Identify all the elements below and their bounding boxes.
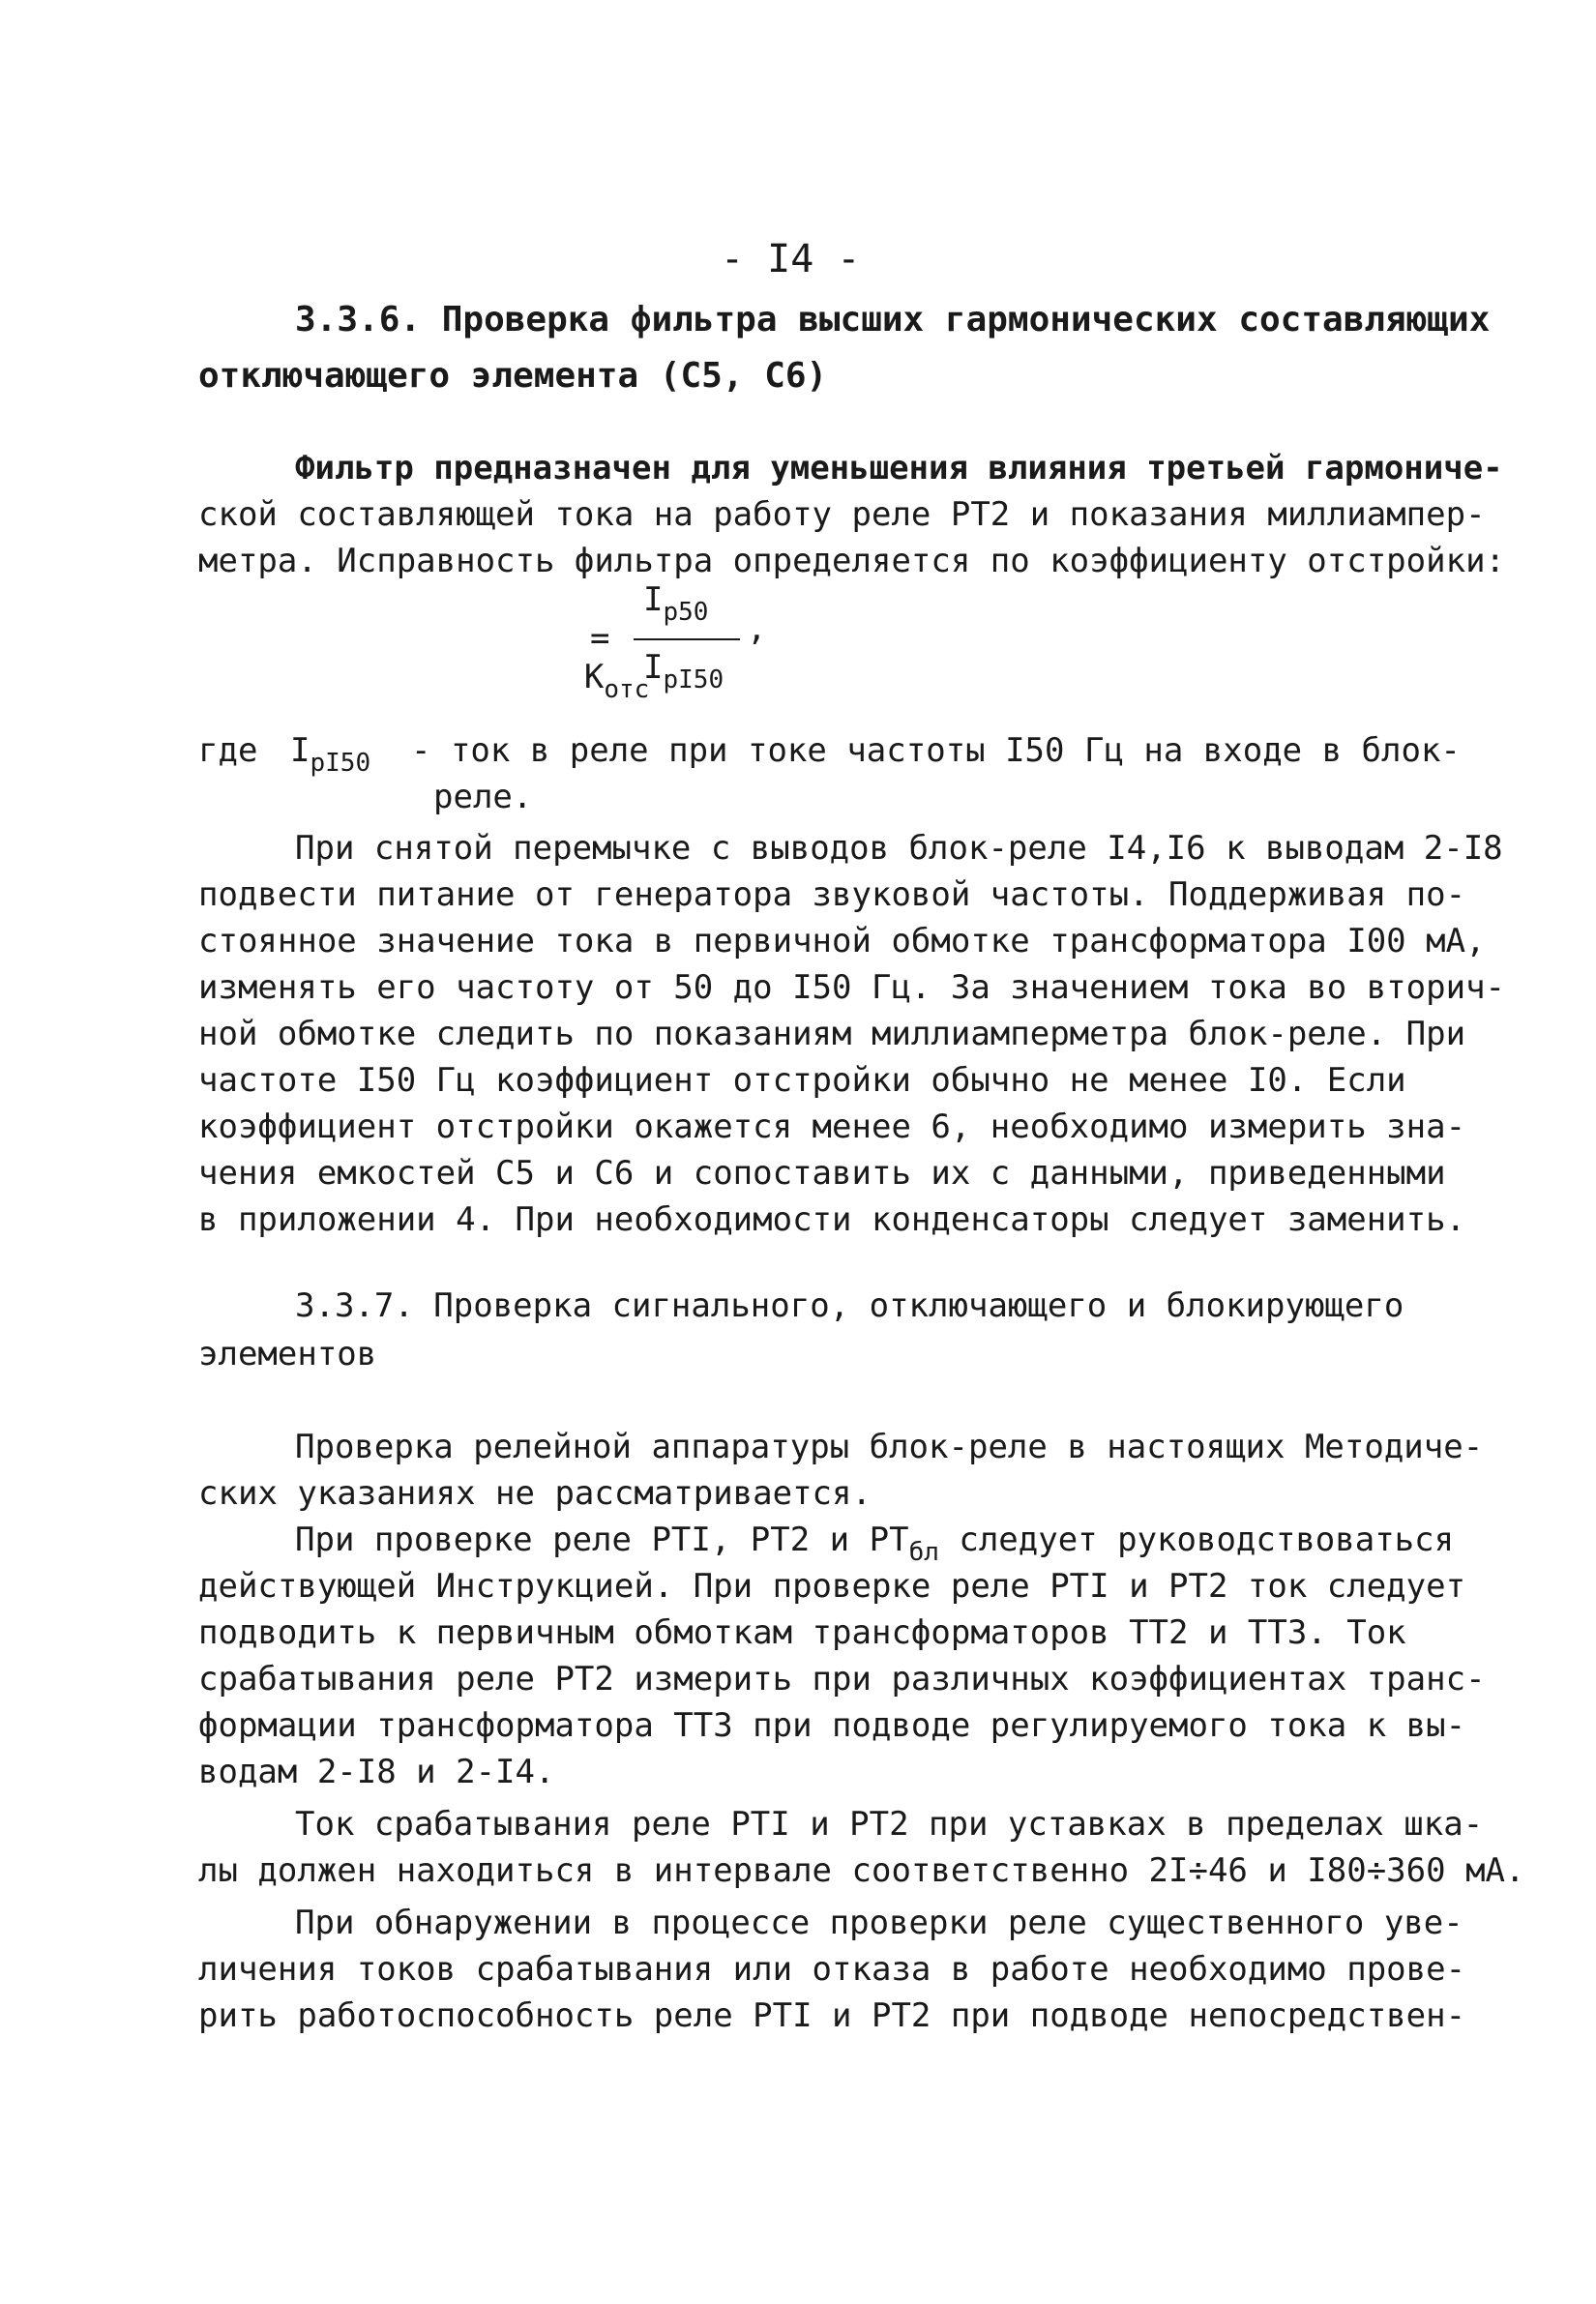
where-text1: - ток в реле при токе частоты I50 Гц на входе в блок- [411, 731, 1461, 770]
section-336-para1-line: метра. Исправность фильтра определяется по коэффициенту отстройки: [198, 542, 1506, 580]
page-number: - I4 - [721, 237, 861, 281]
section-336-para2-line: изменять его частоту от 50 до I50 Гц. За значением тока во вторич- [198, 968, 1506, 1007]
section-337-para2-line: формации трансформатора ТТ3 при подводе регулируемого тока к вы- [198, 1706, 1466, 1745]
section-336-para2-line: ной обмотке следить по показаниям миллиамперметра блок-реле. При [198, 1015, 1466, 1053]
section-337-para3-line: лы должен находиться в интервале соответственно 2I÷46 и I80÷360 мА. [198, 1851, 1525, 1890]
section-337-title-line2: элементов [198, 1335, 377, 1374]
section-337-para4-line: При обнаружении в процессе проверки реле существенного уве- [295, 1904, 1463, 1942]
section-336-para2-line: При снятой перемычке с выводов блок-реле I4,I6 к выводам 2-I8 [295, 829, 1503, 868]
section-337-para2-line: действующей Инструкцией. При проверке реле РТI и РТ2 ток следует [198, 1567, 1466, 1606]
where-symbol: $I_{рI50}$ [290, 731, 371, 778]
section-337-para2-line: срабатывания реле РТ2 измерить при различных коэффициентах транс- [198, 1660, 1486, 1698]
section-336-title-line2: отключающего элемента (С5, С6) [198, 356, 828, 396]
formula-equals: = [590, 619, 610, 658]
formula-numerator: $I_{р50}$ [643, 580, 709, 627]
section-337-para3-line: Ток срабатывания реле РТI и РТ2 при уставках в пределах шка- [295, 1805, 1484, 1844]
section-336-para2-line: частоте I50 Гц коэффициент отстройки обычно не менее I0. Если [198, 1061, 1406, 1100]
section-336-para2-line: чения емкостей С5 и С6 и сопоставить их с данными, приведенными [198, 1154, 1446, 1193]
section-336-para2-line: стоянное значение тока в первичной обмотке трансформатора I00 мА, [198, 922, 1486, 960]
section-336-para2-line: коэффициент отстройки окажется менее 6, необходимо измерить зна- [198, 1108, 1466, 1146]
section-337-para2-line: подводить к первичным обмоткам трансформаторов ТТ2 и ТТ3. Ток [198, 1613, 1406, 1652]
formula-comma: , [747, 609, 767, 648]
where-text2: реле. [433, 778, 533, 816]
section-337-para4-line: рить работоспособность реле РТI и РТ2 при подводе непосредствен- [198, 1996, 1466, 2035]
section-337-title-line1: 3.3.7. Проверка сигнального, отключающего и блокирующего [295, 1286, 1404, 1325]
section-337-para1-line: Проверка релейной аппаратуры блок-реле в настоящих Методиче- [295, 1428, 1484, 1466]
section-336-para1-line: ской составляющей тока на работу реле РТ2 и показания миллиампер- [198, 495, 1486, 534]
formula-lhs-main: К [583, 658, 605, 696]
section-336-para1-line: Фильтр предназначен для уменьшения влияния третьей гармониче- [295, 449, 1503, 487]
where-word: где [198, 731, 258, 770]
section-337-para2-first-line: При проверке реле РТI, РТ2 и $РТ_{бл}$ следует руководствоваться [295, 1521, 1455, 1567]
formula-lhs-sub: отс [604, 675, 650, 704]
section-337-para4-line: личения токов срабатывания или отказа в работе необходимо прове- [198, 1950, 1466, 1989]
fraction-bar [634, 638, 740, 640]
section-337-para1-line: ских указаниях не рассматривается. [198, 1474, 872, 1513]
section-336-title-line1: 3.3.6. Проверка фильтра высших гармонических составляющих [295, 300, 1491, 340]
formula-lhs [505, 619, 649, 735]
section-336-para2-line: в приложении 4. При необходимости конденсаторы следует заменить. [198, 1200, 1466, 1239]
section-336-para2-line: подвести питание от генератора звуковой частоты. Поддерживая по- [198, 875, 1466, 914]
formula-denominator: $I_{рI50}$ [643, 648, 724, 694]
section-337-para2-line: водам 2-I8 и 2-I4. [198, 1753, 555, 1791]
